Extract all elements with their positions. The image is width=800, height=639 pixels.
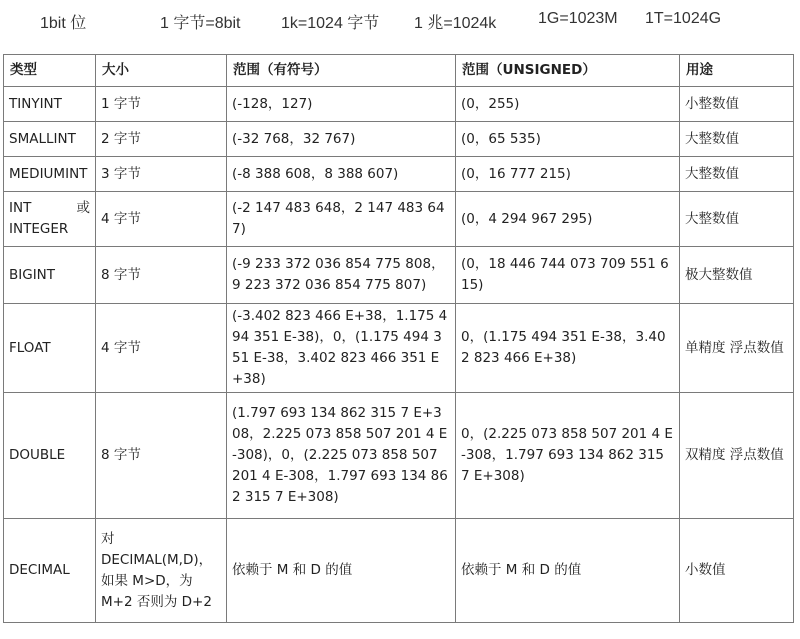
use-cell: 大整数值 [680,192,794,247]
unsigned-range-cell: (0，255) [456,87,680,122]
unit-kilo: 1k=1024 字节 [281,15,380,32]
unsigned-range-cell: (0，16 777 215) [456,157,680,192]
signed-range-cell: 依赖于 M 和 D 的值 [227,519,456,623]
type-cell: TINYINT [4,87,96,122]
column-header-signed-range: 范围（有符号） [227,55,456,87]
unsigned-range-cell: 0，(1.175 494 351 E-38，3.402 823 466 E+38) [456,304,680,393]
table-header-row [4,55,794,87]
type-cell: FLOAT [4,304,96,393]
signed-range-cell: (-128，127) [227,87,456,122]
unsigned-range-cell: (0，65 535) [456,122,680,157]
table-row [4,304,794,393]
table-row [4,247,794,304]
table-row [4,192,794,247]
table-row [4,122,794,157]
unit-giga: 1G=1023M [538,10,618,27]
units-header [0,10,800,34]
signed-range-cell: (-8 388 608，8 388 607) [227,157,456,192]
use-cell: 单精度 浮点数值 [680,304,794,393]
type-cell: DOUBLE [4,393,96,519]
unit-bit: 1bit 位 [40,15,87,32]
column-header-type: 类型 [4,55,96,87]
size-cell: 3 字节 [96,157,227,192]
type-cell: SMALLINT [4,122,96,157]
unsigned-range-cell: (0，4 294 967 295) [456,192,680,247]
use-cell: 小数值 [680,519,794,623]
signed-range-cell: (1.797 693 134 862 315 7 E+308，2.225 073 858 507 201 4 E-308)，0，(2.225 073 858 507 201 4 E-308，1.797 693 134 862 315 7 E+308) [227,393,456,519]
column-header-size: 大小 [96,55,227,87]
type-cell: MEDIUMINT [4,157,96,192]
type-cell: BIGINT [4,247,96,304]
size-cell: 1 字节 [96,87,227,122]
size-cell: 2 字节 [96,122,227,157]
size-cell: 8 字节 [96,247,227,304]
size-cell: 8 字节 [96,393,227,519]
signed-range-cell: (-32 768，32 767) [227,122,456,157]
unit-byte: 1 字节=8bit [160,15,241,32]
unsigned-range-cell: 依赖于 M 和 D 的值 [456,519,680,623]
signed-range-cell: (-9 233 372 036 854 775 808，9 223 372 036 854 775 807) [227,247,456,304]
table-row [4,393,794,519]
column-header-use: 用途 [680,55,794,87]
table-row [4,157,794,192]
use-cell: 极大整数值 [680,247,794,304]
signed-range-cell: (-2 147 483 648，2 147 483 647) [227,192,456,247]
use-cell: 大整数值 [680,122,794,157]
size-cell: 4 字节 [96,192,227,247]
type-cell: INT 或 INTEGER [4,192,96,247]
use-cell: 大整数值 [680,157,794,192]
size-cell: 4 字节 [96,304,227,393]
mysql-numeric-types-table [3,54,794,623]
use-cell: 双精度 浮点数值 [680,393,794,519]
unit-tera: 1T=1024G [645,10,722,27]
table-row [4,519,794,623]
use-cell: 小整数值 [680,87,794,122]
table-row [4,87,794,122]
unsigned-range-cell: (0，18 446 744 073 709 551 615) [456,247,680,304]
signed-range-cell: (-3.402 823 466 E+38，1.175 494 351 E-38)，0，(1.175 494 351 E-38，3.402 823 466 351 E+38) [227,304,456,393]
unsigned-range-cell: 0，(2.225 073 858 507 201 4 E-308，1.797 693 134 862 315 7 E+308) [456,393,680,519]
size-cell: 对 DECIMAL(M,D)，如果 M>D，为 M+2 否则为 D+2 [96,519,227,623]
unit-mega: 1 兆=1024k [414,15,497,32]
type-cell: DECIMAL [4,519,96,623]
column-header-unsigned-range: 范围（UNSIGNED） [456,55,680,87]
